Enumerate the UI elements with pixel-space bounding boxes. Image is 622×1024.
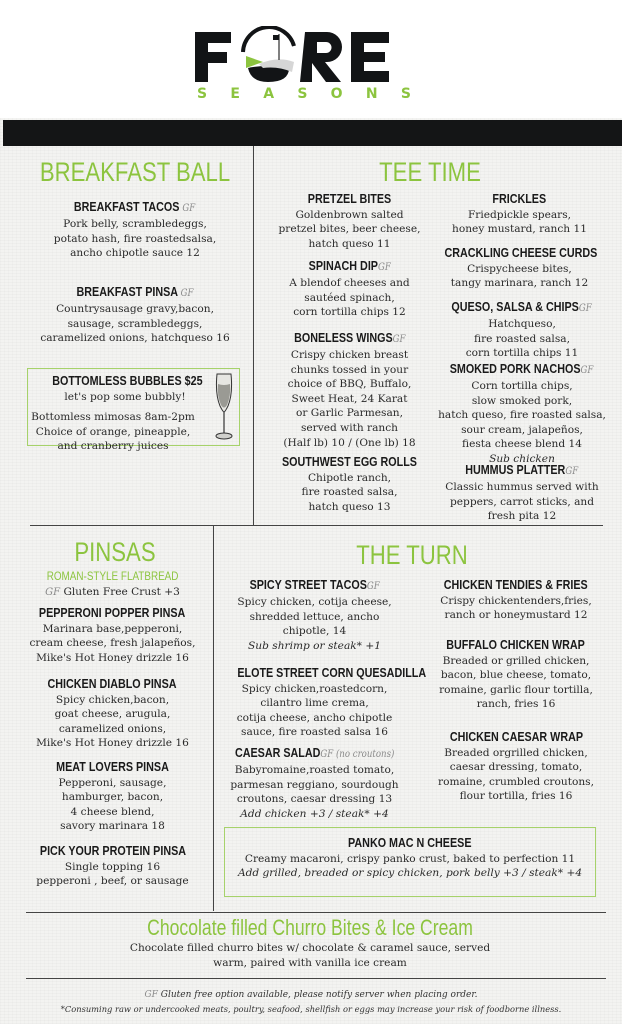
- item-description: Babyromaine,roasted tomato, parmesan reggiano, sourdough croutons, caesar dressing 13: [230, 764, 399, 806]
- item-description: Creamy macaroni, crispy panko crust, baked to perfection 11: [244, 852, 576, 865]
- item-name: FRICKLES: [492, 192, 547, 206]
- gf-label: GF (no croutons): [320, 749, 395, 760]
- section-title-the-turn: THE TURN: [356, 540, 468, 570]
- menu-item: [10, 676, 215, 751]
- item-description: Breaded orgrilled chicken, caesar dressing, tomato, romaine, crumbled croutons, flour tortilla, fries 16: [438, 746, 594, 803]
- item-name: CHICKEN DIABLO PINSA: [47, 677, 177, 691]
- item-description: Goldenbrown salted pretzel bites, beer cheese, hatch queso 11: [278, 208, 421, 250]
- logo-tagline-letter: S: [400, 86, 411, 102]
- item-description: Bottomless mimosas 8am-2pm Choice of orange, pineapple, and cranberry juices: [31, 411, 195, 453]
- item-note: Add chicken +3 / steak* +4: [240, 807, 389, 820]
- item-name: BOTTOMLESS BUBBLES $25: [52, 374, 203, 388]
- gf-label: GF: [182, 203, 196, 214]
- menu-item: [10, 759, 215, 834]
- item-name: [249, 577, 379, 595]
- item-name: CHICKEN TENDIES & FRIES: [444, 578, 588, 592]
- divider-horizontal-dessert: [26, 912, 606, 913]
- menu-item: [262, 191, 437, 251]
- item-description: Classic hummus served with peppers, carrot sticks, and fresh pita 12: [445, 481, 599, 523]
- item-name: [235, 745, 394, 763]
- item-description: Spicy chicken,roastedcorn, cilantro lime crema, cotija cheese, ancho chipotle sauce, fire roasted salsa 16: [236, 682, 393, 739]
- logo-tagline-letter: O: [330, 86, 343, 102]
- item-description: Breaded or grilled chicken, bacon, blue cheese, tomato, romaine, garlic flour tortilla, ranch, fries 16: [439, 654, 593, 711]
- item-description: Crispycheese bites, tangy marinara, ranch 12: [450, 262, 589, 290]
- item-name-text: SMOKED PORK NACHOS: [450, 362, 581, 376]
- menu-item: [222, 665, 427, 740]
- item-name: [74, 199, 195, 217]
- item-description: Hatchqueso, fire roasted salsa, corn tortilla chips 11: [465, 318, 579, 360]
- champagne-flute-icon: [212, 372, 236, 442]
- item-name: [466, 462, 579, 480]
- item-description: Spicy chicken, cotija cheese, shredded lettuce, ancho chipotle, 14: [237, 596, 392, 638]
- menu-item: [420, 577, 612, 623]
- item-note: Sub shrimp or steak* +1: [248, 639, 381, 652]
- menu-item: [432, 245, 607, 291]
- menu-item: [432, 361, 612, 467]
- gf-label: GF: [377, 262, 391, 273]
- menu-item: [222, 745, 407, 821]
- logo-tagline-letter: N: [365, 86, 378, 102]
- menu-item: [420, 729, 612, 804]
- logo-tagline-letter: S: [197, 86, 208, 102]
- item-name-text: HUMMUS PLATTER: [465, 463, 566, 477]
- item-name: SOUTHWEST EGG ROLLS: [282, 455, 417, 469]
- dessert-title: Chocolate filled Churro Bites & Ice Cream: [147, 915, 473, 940]
- item-description: Pork belly, scrambledeggs, potato hash, fire roastedsalsa, ancho chipotle sauce 12: [53, 218, 217, 260]
- menu-item: [432, 191, 607, 237]
- menu-item-featured: [226, 835, 594, 881]
- divider-horizontal-right: [253, 525, 603, 526]
- menu-item: [10, 284, 260, 346]
- item-name: CRACKLING CHEESE CURDS: [444, 246, 598, 260]
- item-name: PEPPERONI POPPER PINSA: [39, 606, 186, 620]
- menu-item: [262, 258, 437, 320]
- gf-label: GF: [180, 288, 194, 299]
- item-description: Countrysausage gravy,bacon, sausage, scrambledeggs, caramelized onions, hatchqueso 16: [40, 303, 230, 345]
- item-name: [77, 284, 194, 302]
- item-note: Add grilled, breaded or spicy chicken, pork belly +3 / steak* +4: [237, 867, 583, 880]
- item-name: PANKO MAC N CHEESE: [348, 836, 472, 850]
- item-description: Marinara base,pepperoni, cream cheese, fresh jalapeños, Mike's Hot Honey drizzle 16: [29, 622, 196, 664]
- item-name: CHICKEN CAESAR WRAP: [449, 730, 583, 744]
- menu-item: [20, 199, 250, 261]
- gf-crust-note: [10, 585, 215, 601]
- logo-wordmark-icon: [193, 26, 415, 86]
- item-note: Sub chicken: [489, 452, 555, 465]
- item-name-text: BONELESS WINGS: [293, 331, 393, 345]
- item-description: A blendof cheeses and sautéed spinach, corn tortilla chips 12: [289, 277, 410, 319]
- pinsas-subheader: [10, 570, 215, 600]
- section-title-pinsas: PINSAS: [74, 537, 156, 567]
- food-safety-disclaimer: *Consuming raw or undercooked meats, poultry, seafood, shellfish or eggs may increase your risk of foodborne illness.: [60, 1004, 562, 1014]
- gf-footer-note: [0, 988, 622, 1002]
- menu-item: [10, 605, 215, 665]
- item-name: PRETZEL BITES: [307, 192, 392, 206]
- item-name-text: BREAKFAST PINSA: [76, 285, 178, 299]
- menu-item: [420, 637, 612, 712]
- gf-crust-text: Gluten Free Crust +3: [63, 585, 180, 598]
- item-name: [450, 361, 594, 379]
- gf-label: GF: [144, 990, 158, 1000]
- logo-tagline-letter: E: [230, 86, 240, 102]
- logo-tagline: [197, 86, 411, 102]
- gf-label: GF: [580, 365, 594, 376]
- section-title-breakfast: BREAKFAST BALL: [39, 157, 231, 187]
- item-name-text: QUESO, SALSA & CHIPS: [451, 300, 580, 314]
- item-description: Friedpickle spears, honey mustard, ranch 11: [452, 208, 587, 236]
- section-title-tee-time: TEE TIME: [379, 157, 481, 187]
- item-description: Crispy chickentenders,fries, ranch or honeymustard 12: [440, 594, 592, 622]
- header-bar: [3, 120, 622, 146]
- gf-label: GF: [565, 466, 579, 477]
- item-name-text: SPICY STREET TACOS: [249, 578, 367, 592]
- menu-item: [222, 577, 407, 653]
- item-tagline: let's pop some bubbly!: [64, 390, 186, 403]
- menu-item-bottomless-bubbles: [40, 373, 210, 404]
- item-description: Pepperoni, sausage, hamburger, bacon, 4 cheese blend, savory marinara 18: [58, 776, 167, 833]
- gf-label: GF: [366, 581, 380, 592]
- item-name: PICK YOUR PROTEIN PINSA: [39, 844, 186, 858]
- logo-tagline-letter: A: [263, 86, 275, 102]
- item-name: [308, 258, 390, 276]
- divider-horizontal-left: [30, 525, 253, 526]
- menu-item: [10, 843, 215, 889]
- fore-seasons-logo: [193, 26, 415, 106]
- item-name: ELOTE STREET CORN QUESADILLA: [237, 666, 427, 680]
- item-name: [294, 330, 405, 348]
- menu-item: [262, 330, 437, 450]
- item-name: BUFFALO CHICKEN WRAP: [446, 638, 586, 652]
- item-name: MEAT LOVERS PINSA: [56, 760, 169, 774]
- item-description: Single topping 16 pepperoni , beef, or sausage: [36, 860, 189, 888]
- item-name-text: CAESAR SALAD: [234, 746, 321, 760]
- item-description: Corn tortilla chips, slow smoked pork, hatch queso, fire roasted salsa, sour cream, jalapeños, fiesta cheese blend 14: [438, 380, 606, 451]
- item-name-text: BREAKFAST TACOS: [74, 200, 180, 214]
- item-name: [452, 299, 592, 317]
- menu-item: [432, 462, 612, 524]
- item-description: Chipotle ranch, fire roasted salsa, hatch queso 13: [301, 471, 398, 513]
- item-description: Spicy chicken,bacon, goat cheese, arugula, caramelized onions, Mike's Hot Honey drizzle 16: [36, 693, 189, 750]
- logo-tagline-letter: S: [297, 86, 308, 102]
- menu-item: [432, 299, 612, 361]
- gf-note-text: Gluten free option available, please notify server when placing order.: [160, 990, 478, 1000]
- gf-label: GF: [392, 334, 406, 345]
- bubbles-description: [28, 410, 198, 454]
- menu-item: [262, 454, 437, 514]
- gf-label: GF: [45, 586, 61, 598]
- item-name-text: SPINACH DIP: [308, 259, 378, 273]
- divider-horizontal-footer: [26, 978, 606, 979]
- dessert-description: Chocolate filled churro bites w/ chocolate & caramel sauce, served warm, paired with vanilla ice cream: [129, 942, 491, 969]
- gf-label: GF: [579, 303, 593, 314]
- section-subtitle: ROMAN-STYLE FLATBREAD: [46, 571, 179, 583]
- item-description: Crispy chicken breast chunks tossed in your choice of BBQ, Buffalo, Sweet Heat, 24 Karat or Garlic Parmesan, served with ranch (Half lb) 10 / (One lb) 18: [283, 349, 416, 449]
- dessert-item: [60, 941, 560, 970]
